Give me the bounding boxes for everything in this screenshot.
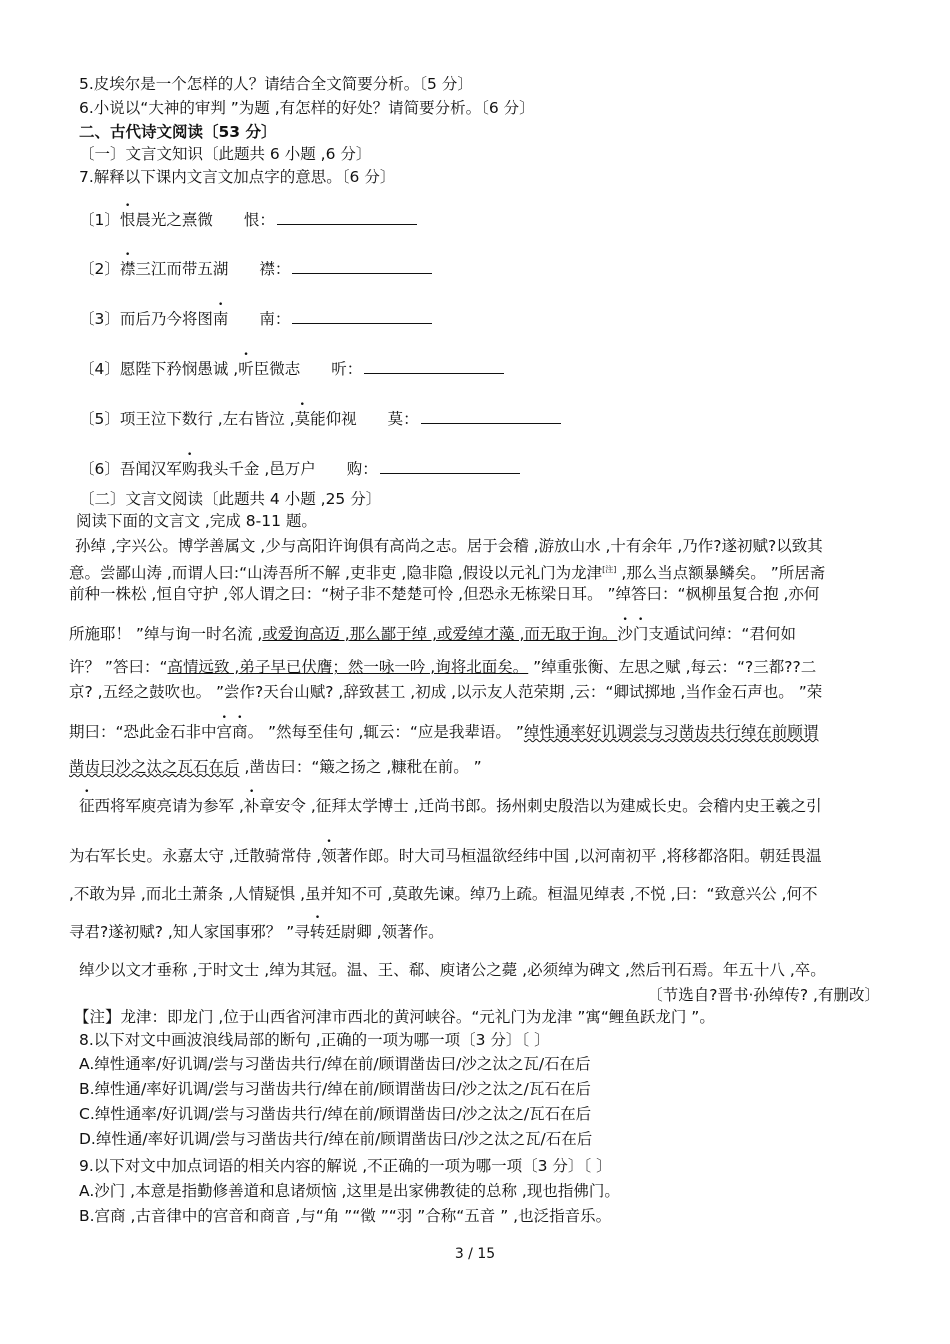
passage-line: 凿齿曰沙之汰之瓦石在后 ,凿齿曰：“簸之扬之 ,糠秕在前。 ”	[69, 758, 482, 776]
section-heading: 二、古代诗文阅读〔53 分〕	[79, 123, 277, 141]
item-6: 〔6〕吾闻汉军购我头千金 ,邑万户 购：	[79, 457, 520, 479]
wavy-sentence: 凿齿曰沙之汰之瓦石在后	[69, 758, 240, 776]
passage-line: ,不敢为异 ,而北土萧条 ,人情疑惧 ,虽并知不可 ,莫敢先谏。绰乃上疏。桓温见绰表 ,不悦 ,曰：“致意兴公 ,何不	[69, 885, 818, 903]
item-5: 〔5〕项王泣下数行 ,左右皆泣 ,莫能仰视 莫：	[79, 407, 561, 429]
question-5: 5.皮埃尔是一个怎样的人？请结合全文简要分析。〔5 分〕	[79, 75, 473, 93]
answer-blank[interactable]	[277, 208, 417, 225]
passage-line: 许？ ”答曰：“高情远致 ,弟子早已伏膺；然一咏一吟 ,询将北面矣。 ”绰重张衡、左思之赋 ,每云：“?三都??二	[69, 658, 817, 676]
passage-line: 前种一株松 ,恒自守护 ,邻人谓之曰：“树子非不楚楚可怜 ,但恐永无栋梁日耳。 ”绰答曰：“枫柳虽复合抱 ,亦何	[69, 585, 820, 603]
passage-line: 孙绰 ,字兴公。博学善属文 ,少与高阳许询俱有高尚之志。居于会稽 ,游放山水 ,十有余年 ,乃作?遂初赋?以致其	[75, 537, 823, 555]
subsection-heading-2: 〔二〕文言文阅读〔此题共 4 小题 ,25 分〕	[79, 490, 382, 508]
question-8: 8.以下对文中画波浪线局部的断句 ,正确的一项为哪一项〔3 分〕〔 〕	[79, 1031, 550, 1049]
subsection-heading: 〔一〕文言文知识〔此题共 6 小题 ,6 分〕	[79, 145, 372, 163]
page-number: 3 / 15	[454, 1246, 496, 1262]
passage-line: 期曰：“恐此金石非中宫商。 ”然每至佳句 ,辄云：“应是我辈语。 ”绰性通率好讥调尝与习凿齿共行绰在前顾谓	[69, 723, 819, 741]
wavy-sentence: 绰性通率好讥调尝与习凿齿共行绰在前顾谓	[523, 723, 819, 741]
option-b: B.绰性通/率好讥调/尝与习凿齿共行/绰在前/顾谓凿齿曰/沙之汰之/瓦石在后	[79, 1080, 591, 1098]
underlined-sentence: 或爱询高迈 ,那么鄙于绰 ,或爱绰才藻 ,而无取于询。	[262, 625, 618, 643]
option-a: A.沙门 ,本意是指勤修善道和息诸烦恼 ,这里是出家佛教徒的总称 ,现也指佛门。	[79, 1182, 620, 1200]
answer-blank[interactable]	[292, 257, 432, 274]
passage-line: 为右军长史。永嘉太守 ,迁散骑常侍 ,领著作郎。时大司马桓温欲经纬中国 ,以河南初平 ,将移都洛阳。朝廷畏温	[69, 847, 822, 865]
answer-blank[interactable]	[380, 457, 520, 474]
item-2: 〔2〕襟三江而带五湖 襟：	[79, 257, 432, 279]
question-7: 7.解释以下课内文言文加点字的意思。〔6 分〕	[79, 168, 396, 186]
answer-blank[interactable]	[292, 307, 432, 324]
passage-line: 绰少以文才垂称 ,于时文士 ,绰为其冠。温、王、郗、庾诸公之薨 ,必须绰为碑文 ,然后刊石焉。年五十八 ,卒。	[79, 961, 826, 979]
question-6: 6.小说以“大神的审判 ”为题 ,有怎样的好处？请简要分析。〔6 分〕	[79, 99, 535, 117]
option-c: C.绰性通率/好讥调/尝与习凿齿共行/绰在前/顾谓凿齿曰/沙之汰之/瓦石在后	[79, 1105, 592, 1123]
passage-line: 寻君?遂初赋? ,知人家国事邪？ ”寻转廷尉卿 ,领著作。	[69, 923, 444, 941]
passage-line: 意。尝鄙山涛 ,而谓人曰:“山涛吾所不解 ,吏非吏 ,隐非隐 ,假设以元礼门为龙津[注] ,那么当点额暴鳞矣。 ”所居斋	[69, 564, 826, 583]
source-citation: 〔节选自?晋书·孙绰传? ,有删改〕	[647, 986, 880, 1004]
option-d: D.绰性通/率好讥调/尝与习凿齿共行/绰在前/顾谓凿齿曰/沙之汰之瓦/石在后	[79, 1130, 593, 1148]
item-1: 〔1〕恨晨光之熹微 恨：	[79, 208, 417, 230]
item-3: 〔3〕而后乃今将图南 南：	[79, 307, 432, 329]
answer-blank[interactable]	[364, 357, 504, 374]
item-4: 〔4〕愿陛下矜悯愚诚 ,听臣微志 听：	[79, 357, 504, 379]
footnote: 【注】龙津：即龙门 ,位于山西省河津市西北的黄河峡谷。“元礼门为龙津 ”寓“鲤鱼跃龙门 ”。	[74, 1008, 715, 1026]
passage-line: 所施耶！ ”绰与询一时名流 ,或爱询高迈 ,那么鄙于绰 ,或爱绰才藻 ,而无取于询。沙门支遁试问绰：“君何如	[69, 625, 796, 643]
passage-line: 征西将军庾亮请为参军 ,补章安令 ,征拜太学博士 ,迁尚书郎。扬州刺史殷浩以为建威长史。会稽内史王羲之引	[79, 797, 822, 815]
reading-intro: 阅读下面的文言文 ,完成 8-11 题。	[76, 512, 317, 530]
option-b: B.宫商 ,古音律中的宫音和商音 ,与“角 ”“徵 ”“羽 ”合称“五音 ” ,也泛指音乐。	[79, 1207, 612, 1225]
option-a: A.绰性通率/好讥调/尝与习凿齿共行/绰在前/顾谓凿齿曰/沙之汰之瓦/石在后	[79, 1055, 591, 1073]
passage-line: 京? ,五经之鼓吹也。 ”尝作?天台山赋? ,辞致甚工 ,初成 ,以示友人范荣期 ,云：“卿试掷地 ,当作金石声也。 ”荣	[69, 683, 823, 701]
question-9: 9.以下对文中加点词语的相关内容的解说 ,不正确的一项为哪一项〔3 分〕〔 〕	[79, 1157, 612, 1175]
answer-blank[interactable]	[421, 407, 561, 424]
underlined-sentence: 高情远致 ,弟子早已伏膺；然一咏一吟 ,询将北面矣。	[167, 658, 529, 676]
